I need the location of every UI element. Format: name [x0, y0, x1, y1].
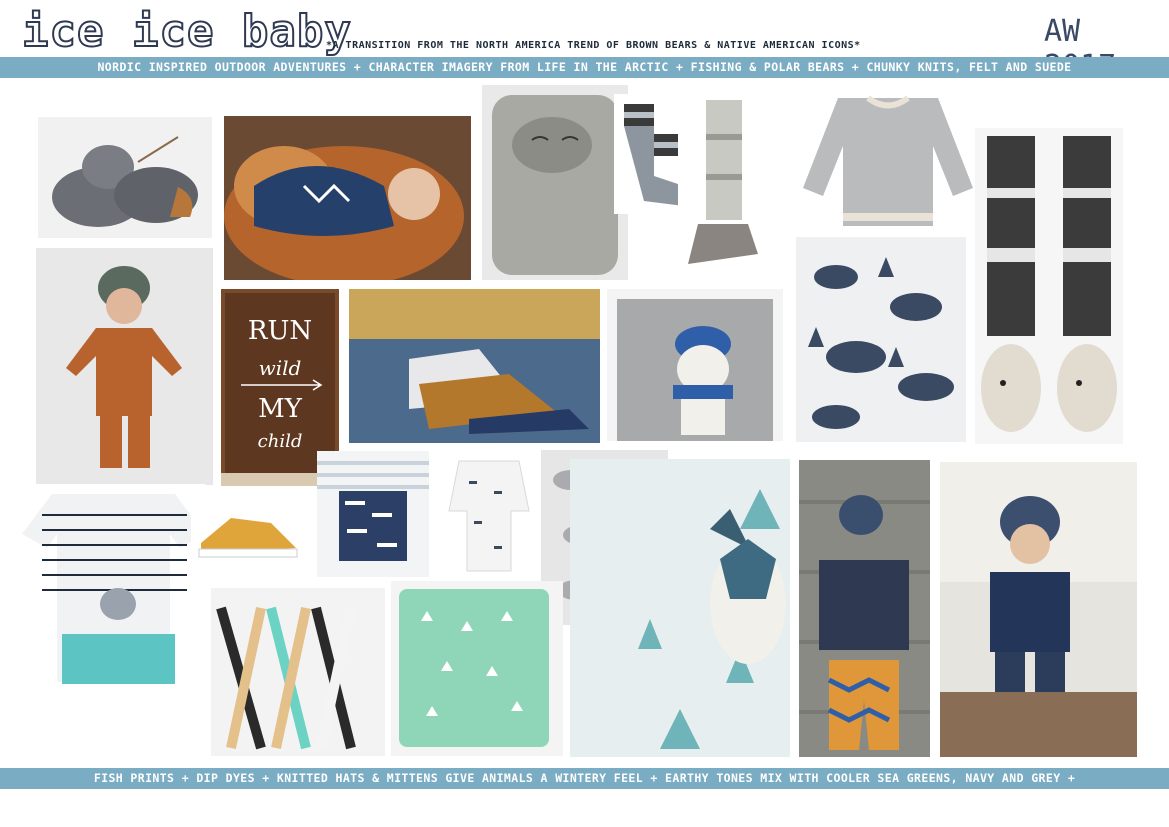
sign-line-2: wild [258, 356, 302, 380]
fish-print-tee-image [317, 451, 429, 577]
top-theme-text: NORDIC INSPIRED OUTDOOR ADVENTURES + CHARACTER IMAGERY FROM LIFE IN THE ARCTIC + FISHING & POLAR BEARS + CHUNKY KNITS, FELT AND SUEDE [97, 60, 1072, 74]
sneakers-image [349, 289, 600, 443]
season-label: AW [1044, 14, 1081, 49]
toddler-vest-image [940, 462, 1137, 757]
fish-pajamas-image [439, 451, 538, 576]
wolf-head-decor-image [570, 459, 790, 757]
seal-pillow-image [482, 85, 628, 280]
baby-on-fur-image [224, 116, 471, 280]
mint-cushion-image [391, 581, 563, 756]
bear-print-outfit-image [36, 248, 213, 485]
polar-bear-tights-image [975, 128, 1123, 444]
bottom-theme-text: FISH PRINTS + DIP DYES + KNITTED HATS & MITTENS GIVE ANIMALS A WINTERY FEEL + EARTHY TONES MIX WITH COOLER SEA GREENS, NAVY AND GREY + [93, 771, 1076, 785]
forest-animal-print-image [796, 237, 966, 442]
polar-bear-tee-image [607, 289, 783, 441]
suede-shoe-image [191, 503, 304, 567]
knit-sweater-image [798, 83, 976, 228]
felt-booties-image [38, 117, 212, 238]
knit-boots-image [678, 94, 770, 270]
bottom-theme-band [0, 768, 1169, 789]
sign-line-3: MY [258, 394, 302, 424]
moodboard-title: ice ice baby [22, 6, 352, 57]
sign-line-1: RUN [247, 316, 313, 346]
chevron-outfit-image [799, 460, 930, 757]
sign-line-4: child [257, 431, 303, 452]
top-theme-band [0, 57, 1169, 78]
moodboard-subtitle: *A TRANSITION FROM THE NORTH AMERICA TREND OF BROWN BEARS & NATIVE AMERICAN ICONS* [326, 40, 861, 51]
striped-bear-tee-image [22, 484, 205, 696]
dip-dye-peg-hangers-image [211, 588, 385, 756]
